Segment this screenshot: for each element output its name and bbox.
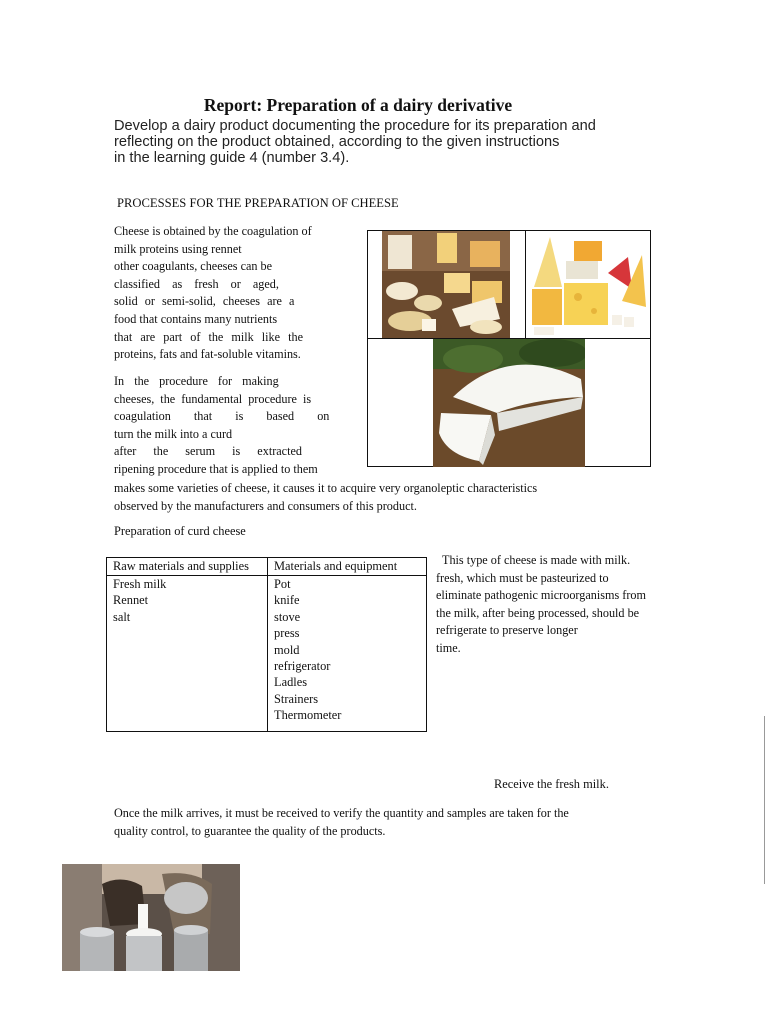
list-item: Pot: [274, 577, 291, 591]
paragraph-line: ripening procedure that is applied to them: [114, 461, 318, 476]
paragraph-line: This type of cheese is made with milk.: [442, 553, 631, 567]
cheese-assortment-image: [382, 231, 510, 338]
paragraph-line: food that contains many nutrients: [114, 311, 278, 326]
fresh-cheese-image: [433, 339, 585, 467]
paragraph-line: observed by the manufacturers and consumers of this product.: [114, 498, 417, 513]
page-edge-line: [764, 716, 765, 884]
paragraph-line: time.: [436, 640, 461, 655]
subheading-curd-cheese: Preparation of curd cheese: [114, 524, 246, 538]
list-item: stove: [274, 609, 301, 624]
side-note: [436, 552, 676, 658]
intro-line: Develop a dairy product documenting the procedure for its preparation and: [114, 118, 596, 134]
list-item: Rennet: [113, 593, 149, 608]
paragraph-line: makes some varieties of cheese, it causes it to acquire very organoleptic characteristics: [114, 481, 538, 495]
paragraph-line: cheeses, the fundamental procedure is: [114, 391, 312, 406]
table-header-row: [107, 558, 427, 576]
paragraph-line: eliminate pathogenic microorganisms from: [436, 588, 646, 603]
paragraph-line: after the serum is extracted: [114, 444, 302, 459]
paragraph-line: turn the milk into a curd: [114, 426, 233, 441]
intro-text: [114, 118, 654, 166]
cheese-image-collage: [367, 230, 651, 467]
raw-materials-cell: [107, 576, 268, 732]
paragraph-line: milk proteins using rennet: [114, 241, 242, 256]
paragraph-line: proteins, fats and fat-soluble vitamins.: [114, 347, 301, 362]
milk-pouring-image: [62, 864, 240, 971]
intro-line: reflecting on the product obtained, according to the given instructions: [114, 134, 560, 150]
paragraph-line: solid or semi-solid, cheeses are a: [114, 294, 295, 309]
cheese-wedges-image: [528, 231, 649, 338]
intro-line: in the learning guide 4 (number 3.4).: [114, 150, 350, 166]
equipment-cell: [268, 576, 427, 732]
paragraph-procedure: [114, 373, 349, 479]
paragraph-line: other coagulants, cheeses can be: [114, 259, 273, 274]
paragraph-line: In the procedure for making: [114, 374, 279, 388]
paragraph-line: coagulation that is based on: [114, 409, 330, 424]
list-item: press: [274, 626, 300, 641]
collage-divider: [525, 231, 526, 339]
paragraph-line: Once the milk arrives, it must be received to verify the quantity and samples are taken for the: [114, 806, 569, 820]
list-item: knife: [274, 593, 300, 608]
paragraph-procedure-continued: [114, 480, 714, 515]
table-row: [107, 576, 427, 732]
list-item: Strainers: [274, 691, 319, 706]
paragraph-milk-reception: [114, 805, 569, 840]
section-heading: PROCESSES FOR THE PREPARATION OF CHEESE: [117, 196, 399, 210]
paragraph-line: fresh, which must be pasteurized to: [436, 570, 609, 585]
list-item: mold: [274, 642, 300, 657]
receive-milk-label: Receive the fresh milk.: [494, 777, 609, 791]
paragraph-line: refrigerate to preserve longer: [436, 623, 578, 638]
paragraph-line: quality control, to guarantee the quality of the products.: [114, 823, 386, 838]
paragraph-cheese-definition: [114, 223, 349, 364]
list-item: Thermometer: [274, 708, 342, 723]
list-item: Fresh milk: [113, 577, 167, 591]
header-equipment: Materials and equipment: [268, 558, 427, 576]
report-title: Report: Preparation of a dairy derivative: [203, 95, 513, 115]
paragraph-line: Cheese is obtained by the coagulation of: [114, 224, 312, 238]
list-item: salt: [113, 609, 131, 624]
paragraph-line: the milk, after being processed, should be: [436, 605, 640, 620]
paragraph-line: that are part of the milk like the: [114, 329, 303, 344]
materials-table: [106, 557, 427, 732]
header-raw-materials: Raw materials and supplies: [107, 558, 268, 576]
list-item: Ladles: [274, 675, 308, 690]
paragraph-line: classified as fresh or aged,: [114, 276, 279, 291]
list-item: refrigerator: [274, 659, 331, 674]
